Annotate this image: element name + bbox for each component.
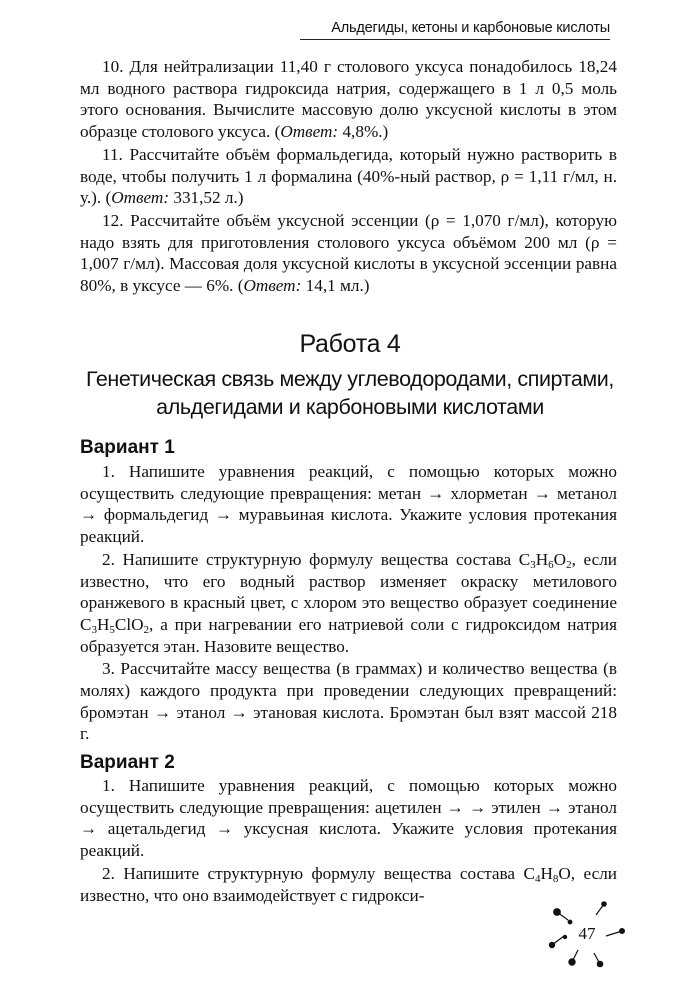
work-subtitle: Генетическая связь между углеводородами, спиртами, альдегидами и карбоновыми кислотами bbox=[86, 367, 614, 419]
running-head bbox=[300, 20, 610, 40]
problems-top bbox=[80, 56, 617, 297]
problem-12: 12. Рассчитайте объём уксусной эссенции (ρ = 1,070 г/мл), которую надо взять для приготовления столового уксуса объёмом 200 мл (ρ = 1,007 г/мл). Массовая доля уксусной кислоты в уксусной эссенции равна 80%, в уксусе — 6%. (Ответ: 14,1 мл.) bbox=[80, 210, 617, 296]
variant-1-task-2: 2. Напишите структурную формулу вещества состава $C_3H_6O_2$, если известно, что его водный раствор изменяет окраску метилового оранжевого в красный цвет, с хлором это вещество образует соединение $C_3H_5ClO_2$, а при нагревании его натриевой соли с гидроксидом натрия образуется этан. Назовите вещество. bbox=[80, 549, 617, 656]
variant-1-task-3: 3. Рассчитайте массу вещества (в граммах) и количество вещества (в молях) каждого продукта при проведении следующих превращений: бромэтан → этанол → этановая кислота. Бромэтан был взят массой 218 г. bbox=[80, 659, 617, 744]
variant-1-heading: Вариант 1 bbox=[80, 437, 175, 458]
running-head-title: Альдегиды, кетоны и карбоновые кислоты bbox=[331, 20, 610, 36]
variant-2-task-2: 2. Напишите структурную формулу вещества состава $C_4H_8O$, если известно, что оно взаимодействует с гидрокси- bbox=[80, 863, 617, 905]
answer-label: Ответ: bbox=[280, 122, 339, 142]
variant-2-task-1: 1. Напишите уравнения реакций, с помощью которых можно осуществить следующие превращения: ацетилен → → этилен → этанол → ацетальдегид → уксусная кислота. Укажите условия протекания реакций. bbox=[80, 776, 617, 861]
problem-11: 11. Рассчитайте объём формальдегида, который нужно растворить в воде, чтобы получить 1 л формалина (40%-ный раствор, ρ = 1,11 г/мл, н. у.). (Ответ: 331,52 л.) bbox=[80, 144, 617, 208]
variant-2-heading: Вариант 2 bbox=[80, 752, 175, 773]
variant-2-tasks bbox=[80, 775, 617, 906]
page-number: 47 bbox=[578, 924, 596, 943]
problem-10: 10. Для нейтрализации 11,40 г столового уксуса понадобилось 18,24 мл водного раствора гидроксида натрия, содержащего в 1 л 0,5 моль этого основания. Вычислите массовую долю уксусной кислоты в этом образце столового уксуса. (Ответ: 4,8%.) bbox=[80, 57, 617, 142]
variant-1-tasks bbox=[80, 461, 617, 745]
formula-c3h6o2: $C_3H_6O_2$ bbox=[518, 549, 572, 571]
answer-label: Ответ: bbox=[243, 276, 302, 296]
formula-c3h5clo2: $C_3H_5ClO_2$ bbox=[80, 614, 150, 636]
answer-label: Ответ: bbox=[111, 188, 170, 208]
variant-1-task-1: 1. Напишите уравнения реакций, с помощью которых можно осуществить следующие превращения: метан → хлорметан → метанол → формальдегид → муравьиная кислота. Укажите условия протекания реакций. bbox=[80, 462, 617, 547]
formula-c4h8o: $C_4H_8O$ bbox=[523, 863, 571, 885]
work-title: Работа 4 bbox=[299, 330, 401, 358]
